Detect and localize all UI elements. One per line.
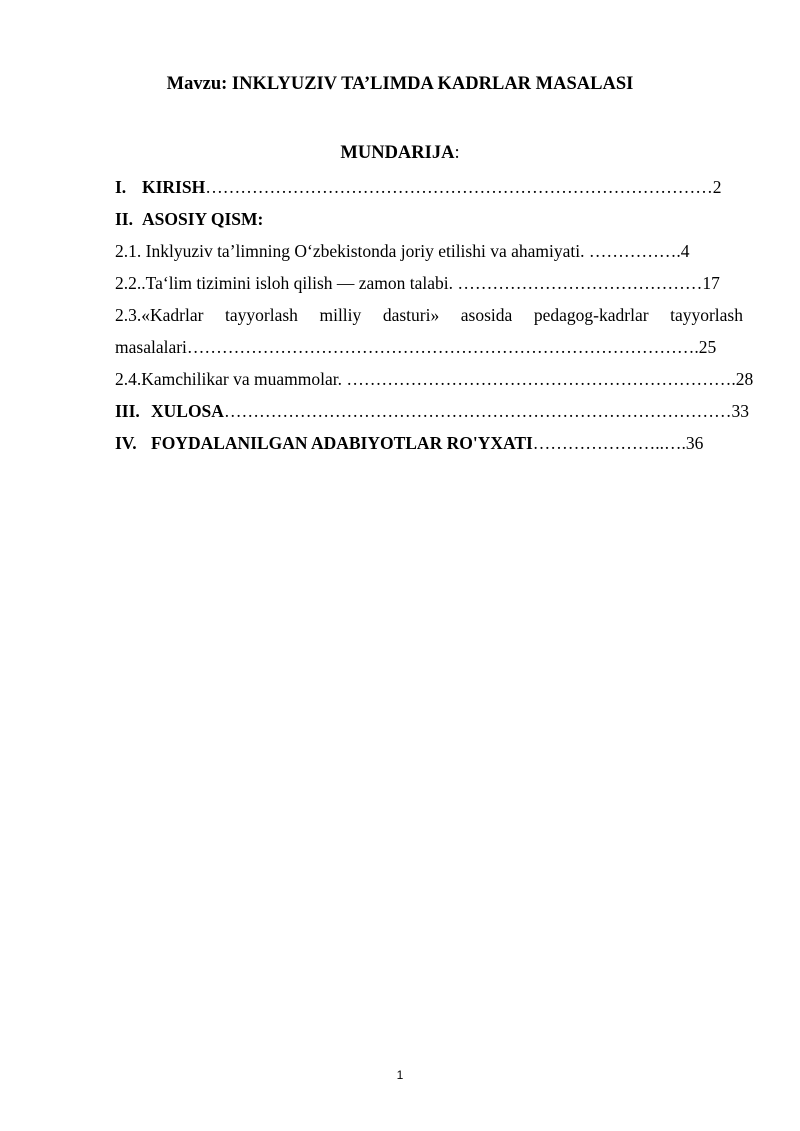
toc-entry-2-3-line1 [115,299,743,331]
toc-leader: …………………………………………………………………………… [205,177,713,197]
toc-entry-asosiy-qism [115,203,743,235]
toc-page-number: 33 [731,401,749,421]
toc-leader: …………………..…. [532,433,686,453]
toc-page-number: 25 [698,337,717,357]
table-of-contents [115,171,754,459]
toc-page-number: 28 [735,369,754,389]
toc-entry-text: 2.1. Inklyuziv ta’limning O‘zbekistonda joriy etilishi va ahamiyati. ……………. [115,241,681,261]
toc-entry-text: 2.3.«Kadrlar tayyorlash milliy dasturi» asosida pedagog-kadrlar tayyorlash [115,305,743,325]
document-title: Mavzu: INKLYUZIV TA’LIMDA KADRLAR MASALASI [166,74,634,94]
toc-heading-text: MUNDARIJA [340,143,455,163]
toc-page-number: 17 [702,273,720,293]
toc-entry-text: 2.2..Ta‘lim tizimini isloh qilish — zamon talabi. …………………………………… [115,273,703,293]
toc-entry-label: ASOSIY QISM: [142,209,264,229]
toc-entry-foydalanilgan-adabiyotlar [115,427,743,459]
toc-leader: …………………………………………………………………………… [223,401,732,421]
toc-entry-text: 2.4.Kamchilikar va muammolar. …………………………………………………………. [115,369,736,389]
toc-page-number: 4 [680,241,690,261]
toc-heading [0,143,800,164]
toc-entry-kirish [115,171,743,203]
toc-entry-number: II. [115,209,133,229]
toc-heading-colon: : [454,143,460,163]
toc-entry-2-1 [115,235,743,267]
toc-entry-label: XULOSA [151,401,224,421]
toc-entry-number: IV. [115,433,137,453]
toc-entry-text: masalalari……………………………………………………………………………. [115,337,699,357]
toc-entry-label: FOYDALANILGAN ADABIYOTLAR RO'YXATI [151,433,533,453]
toc-entry-2-4 [115,363,754,395]
toc-entry-label: KIRISH [142,177,206,197]
page-number: 1 [396,1068,404,1082]
toc-page-number: 2 [712,177,722,197]
toc-entry-number: I. [115,177,127,197]
toc-page-number: 36 [685,433,704,453]
toc-entry-2-2 [115,267,743,299]
toc-entry-2-3-line2 [115,331,743,363]
toc-entry-number: III. [115,401,140,421]
toc-entry-xulosa [115,395,749,427]
